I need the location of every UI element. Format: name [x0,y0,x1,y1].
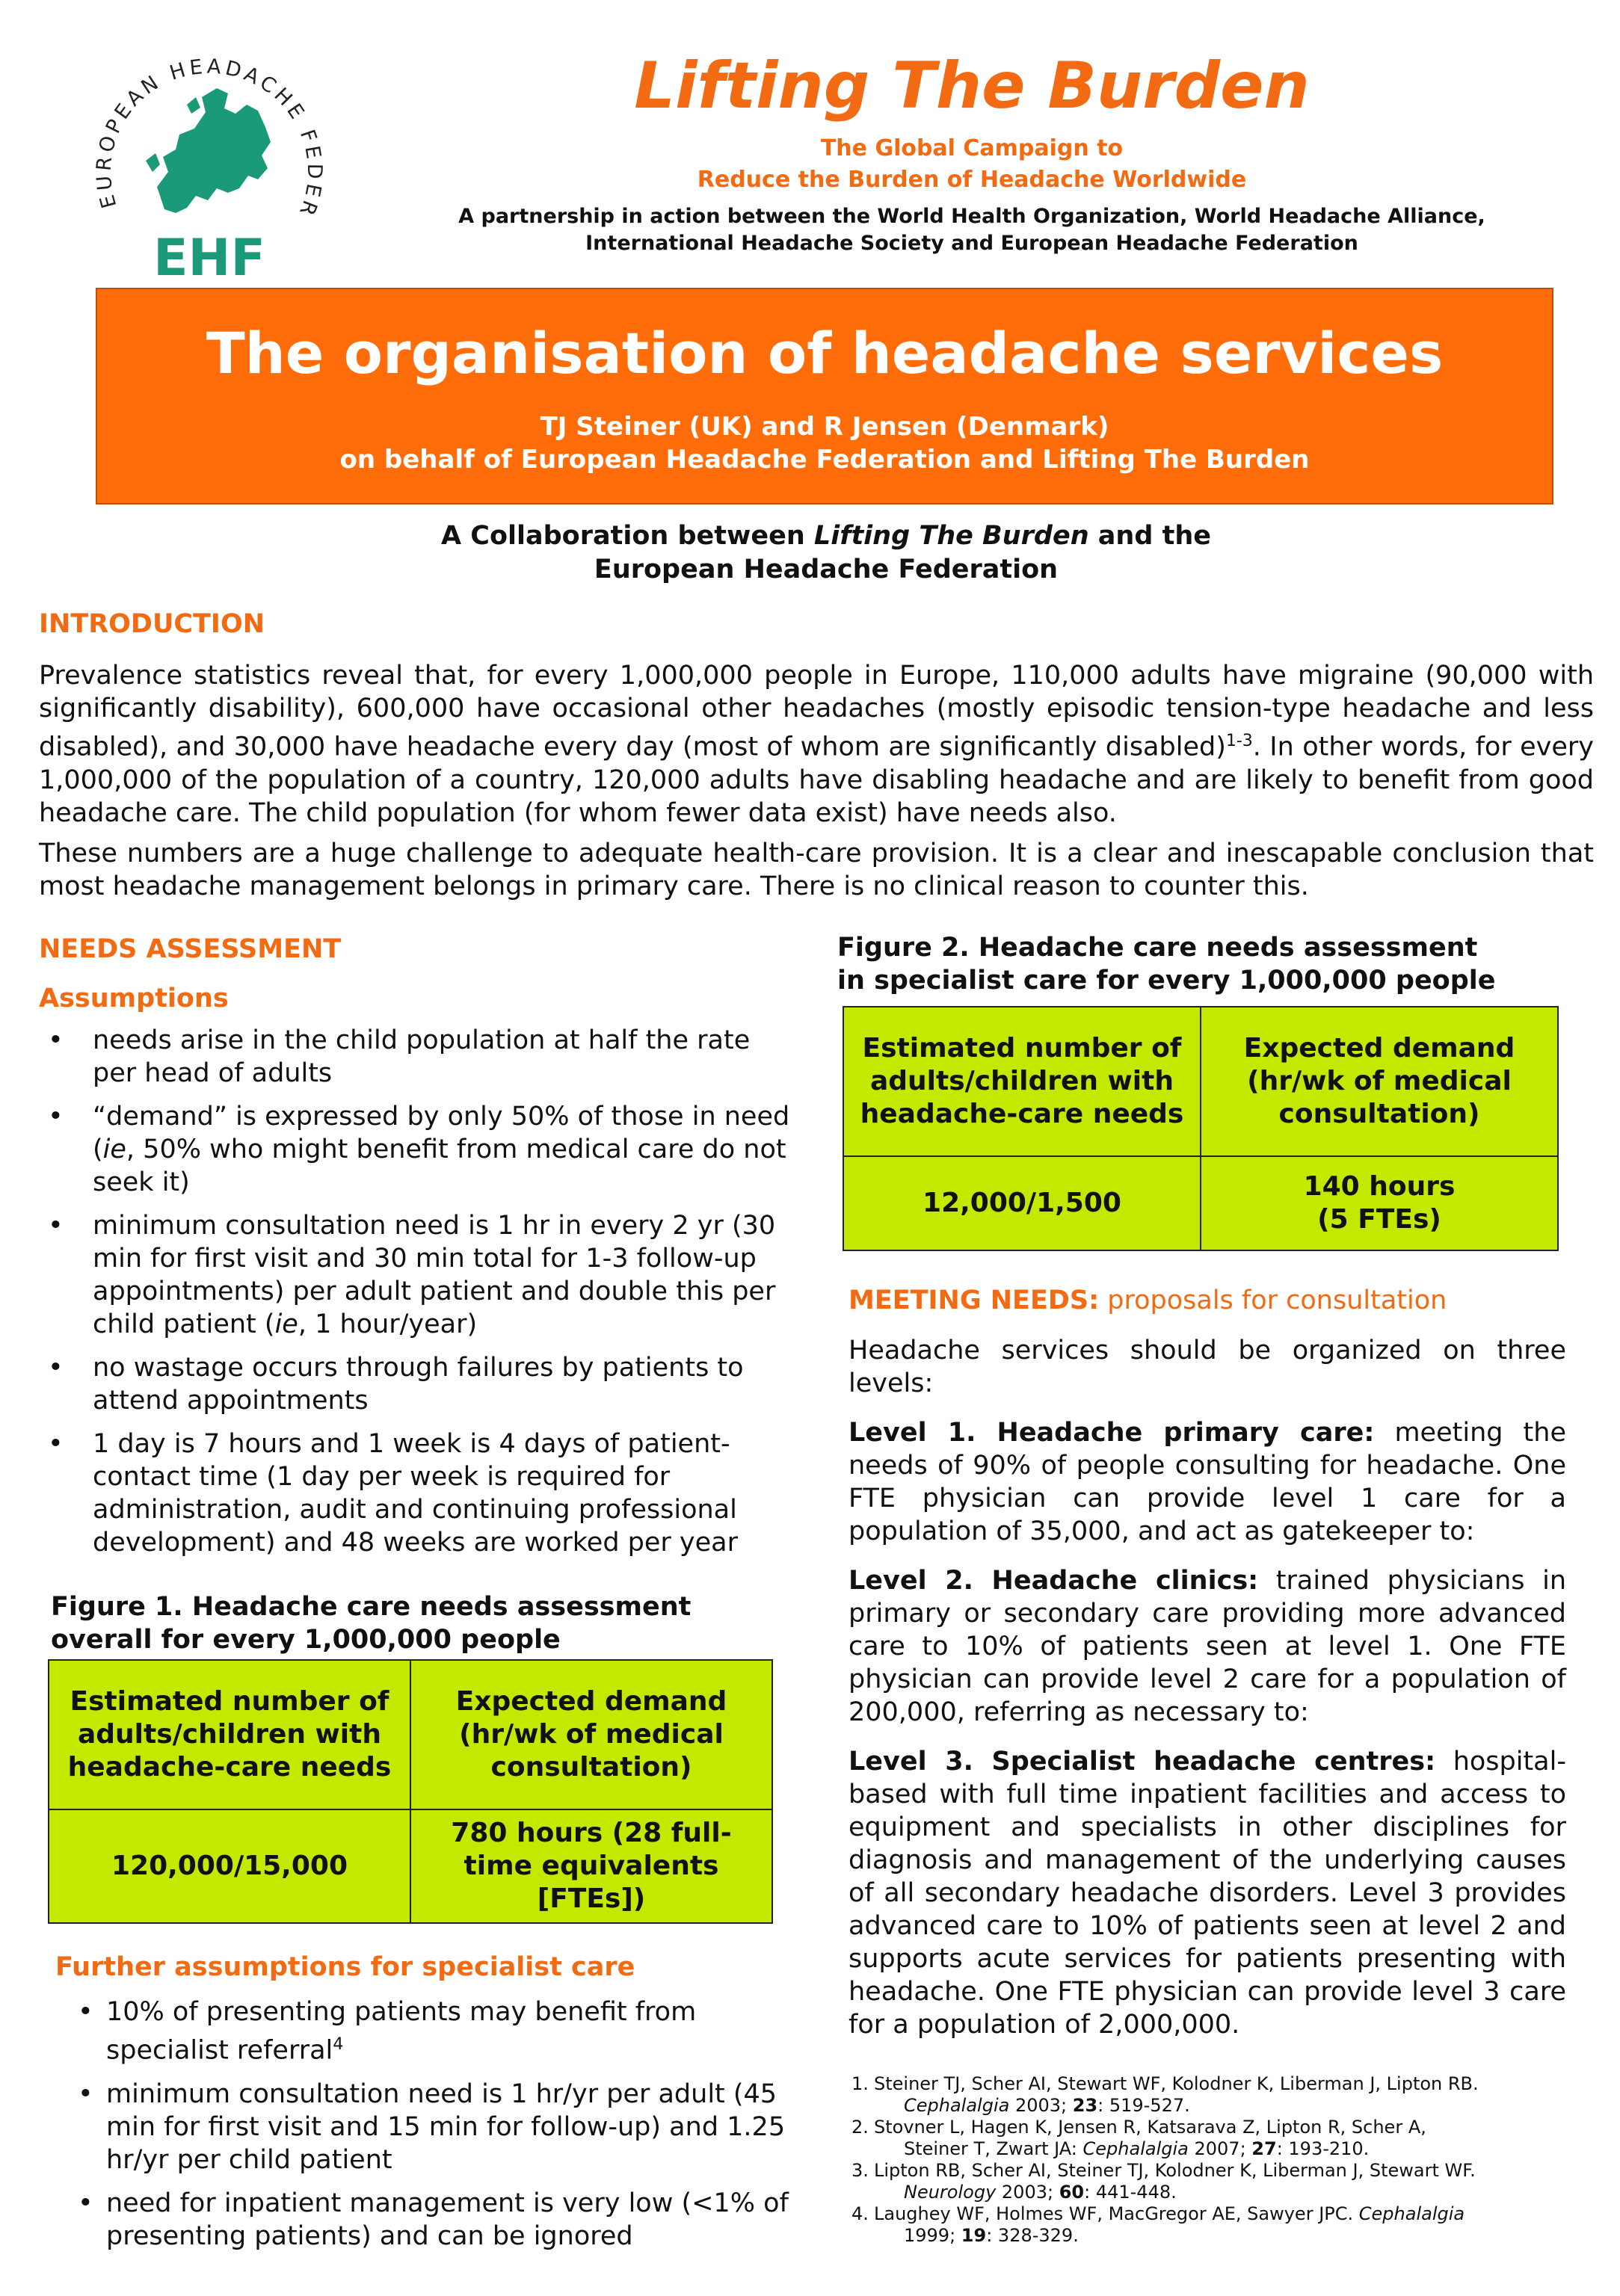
reference-volume: 60 [1059,2182,1085,2203]
table-cell: 120,000/15,000 [49,1809,410,1923]
collaboration-line1 [224,519,1428,553]
europe-map-icon [146,88,271,213]
reference-authors: Lipton RB, Scher AI, Steiner TJ, Kolodner K, Liberman J, Stewart WF. [874,2160,1476,2181]
title-banner [96,288,1553,504]
partnership-line1: A partnership in action between the World Health Organization, World Headache Alliance, [458,205,1485,228]
level-2-paragraph [849,1564,1566,1729]
table-cell [1201,1156,1558,1250]
poster-title: The organisation of headache services [206,320,1444,386]
further-citation: 4 [333,2035,344,2054]
level-2-title: Level 2. Headache clinics: [849,1566,1259,1596]
introduction-paragraph-2: These numbers are a huge challenge to adequate health-care provision. It is a clear and inescapable conclusion that most headache management belongs in primary care. There is no clinical reason to counter this. [39,839,1594,901]
list-item [75,1996,792,2067]
partnership-line2: International Headache Society and European Headache Federation [585,232,1358,255]
poster-authors [97,410,1552,476]
level-2-text: trained physicians in primary or secondary care providing more advanced care to 10% of patients seen at level 1. One FTE physician can provide level 2 care for a population of 200,000, referring as necessary to: [849,1566,1566,1727]
figure-2-table [843,1006,1559,1251]
reference-item [849,2073,1566,2117]
authors-line2: on behalf of European Headache Federation and Lifting The Burden [339,445,1310,475]
bullet-icon: • [78,2188,93,2218]
collab-post: and the [1088,521,1211,551]
table-header-cell: Estimated number of adults/children with headache-care needs [49,1660,410,1809]
intro-p1-a: Prevalence statistics reveal that, for every 1,000,000 people in Europe, 110,000 adults have migraine (90,000 with significantly disability), 600,000 have occasional other headaches (mostly episodic tension-type headache and less disabled), and 30,000 have headache every day (most of whom are significantly disabled) [39,661,1594,762]
reference-authors: Laughey WF, Holmes WF, MacGregor AE, Sawyer JPC. [874,2203,1359,2224]
level-1-text: meeting the needs of 90% of people consulting for headache. One FTE physician can provide level 1 care for a population of 35,000, and act as gatekeeper to: [849,1418,1566,1546]
reference-authors: Steiner TJ, Scher AI, Stewart WF, Kolodner K, Liberman J, Lipton RB. [874,2073,1479,2094]
logo-ring-text: EUROPEAN HEADACHE FEDER [92,55,327,221]
reference-pages: : 441-448. [1084,2182,1177,2203]
further-assumptions-list [75,1996,792,2263]
meeting-intro: Headache services should be organized on three levels: [849,1336,1566,1398]
assumption-italic: ie [102,1135,126,1164]
reference-year: 1999; [904,2225,961,2246]
collaboration-line2: European Headache Federation [594,555,1059,584]
needs-assessment-heading: NEEDS ASSESSMENT [39,934,342,964]
bullet-icon: • [78,1997,93,2027]
list-item [39,1100,794,1199]
assumption-text: 1 day is 7 hours and 1 week is 4 days of patient-contact time (1 day per week is required for administration, audit and continuing professional development) and 48 weeks are worked per year [93,1429,739,1558]
reference-volume: 23 [1072,2095,1098,2116]
bullet-icon: • [48,1211,64,1241]
bullet-icon: • [48,1353,64,1383]
meeting-heading-rest: proposals for consultation [1099,1286,1447,1315]
reference-pages: : 193-210. [1276,2138,1370,2159]
campaign-title: Lifting The Burden [634,49,1310,123]
table-header-cell: Expected demand (hr/wk of medical consultation) [1201,1007,1558,1156]
assumption-text: needs arise in the child population at half the rate per head of adults [93,1025,751,1088]
table-row [843,1156,1558,1250]
bullet-icon: • [78,2079,93,2109]
reference-number: 3. [851,2160,869,2181]
authors-line1: TJ Steiner (UK) and R Jensen (Denmark) [540,412,1109,442]
reference-volume: 27 [1251,2138,1277,2159]
table-header-cell: Expected demand (hr/wk of medical consultation) [410,1660,772,1809]
reference-authors: Stovner L, Hagen K, Jensen R, Katsarava Z, Lipton R, Scher A, [874,2117,1426,2138]
intro-citation: 1-3 [1225,732,1253,750]
reference-journal: Cephalalgia [904,2095,1010,2116]
reference-item [849,2117,1566,2160]
figure-1-caption [51,1590,783,1656]
table-cell-line: 140 hours [1303,1171,1456,1202]
table-header-cell: Estimated number of adults/children with headache-care needs [843,1007,1201,1156]
intro-p1-b: . In other words, for every 1,000,000 of the population of a country, 120,000 adults have disabling headache and are likely to benefit from good headache care. The child population (for whom fewer data exist) have needs also. [39,732,1594,828]
figure-1-table [48,1659,773,1924]
reference-number: 4. [851,2203,869,2224]
meeting-needs-body [849,1334,1566,2058]
table-cell: 12,000/1,500 [843,1156,1201,1250]
collab-italic: Lifting The Burden [813,521,1089,551]
bullet-icon: • [48,1102,64,1132]
list-item [39,1428,794,1559]
assumption-text: no wastage occurs through failures by patients to attend appointments [93,1353,744,1416]
bullet-icon: • [48,1025,64,1055]
campaign-subtitle [523,133,1420,196]
collab-pre: A Collaboration between [441,521,814,551]
level-1-title: Level 1. Headache primary care: [849,1418,1375,1448]
reference-journal: Neurology [904,2182,997,2203]
campaign-subtitle-line1: The Global Campaign to [820,135,1124,161]
collaboration-statement [224,519,1428,587]
reference-pages: : 328-329. [986,2225,1079,2246]
reference-source [874,2138,1566,2160]
reference-year: 2003; [996,2182,1059,2203]
figure-1-caption-line2: overall for every 1,000,000 people [51,1625,561,1655]
reference-journal: Cephalalgia [1358,2203,1465,2224]
list-item [39,1024,794,1090]
reference-authors-cont: Steiner T, Zwart JA: [904,2138,1083,2159]
reference-pages: : 519-527. [1097,2095,1190,2116]
reference-volume: 19 [961,2225,987,2246]
campaign-subtitle-line2: Reduce the Burden of Headache Worldwide [697,167,1247,193]
partnership-statement [374,203,1570,257]
further-assumptions-heading: Further assumptions for specialist care [55,1952,635,1982]
meeting-needs-heading [849,1286,1447,1315]
table-row [49,1809,772,1923]
level-3-text: hospital-based with full time inpatient facilities and access to equipment and specialists in other disciplines for diagnosis and management of the underlying causes of all secondary headache disorders. Level 3 provides advanced care to 10% of patients seen at level 2 and supports acute services for patients presenting with headache. One FTE physician can provide level 3 care for a population of 2,000,000. [849,1747,1566,2040]
assumption-text: , 50% who might benefit from medical care do not seek it) [93,1135,786,1197]
table-cell-line: (5 FTEs) [1317,1204,1441,1235]
reference-number: 2. [851,2117,869,2138]
list-item [75,2078,792,2176]
assumption-text: “demand” is expressed by only 50% of those in need ( [93,1102,790,1164]
assumptions-list [39,1024,794,1570]
ehf-logo-graphic [75,22,344,284]
reference-year: 2003; [1009,2095,1073,2116]
assumption-italic: ie [274,1309,298,1339]
level-3-title: Level 3. Specialist headache centres: [849,1747,1436,1777]
list-item [75,2187,792,2253]
introduction-heading: INTRODUCTION [39,609,265,639]
logo-letters: EHF [153,229,265,284]
reference-source [874,2225,1566,2247]
figure-1-caption-line1: Figure 1. Headache care needs assessment [51,1592,692,1622]
further-text: minimum consultation need is 1 hr/yr per adult (45 min for first visit and 15 min for follow-up) and 1.25 hr/yr per child patient [106,2079,786,2175]
further-text: need for inpatient management is very low (<1% of presenting patients) and can be ignored [106,2188,789,2251]
reference-item [849,2160,1566,2203]
level-3-paragraph [849,1745,1566,2041]
further-text: 10% of presenting patients may benefit from specialist referral [106,1997,697,2066]
reference-source [874,2182,1566,2203]
meeting-heading-bold: MEETING NEEDS: [849,1286,1100,1315]
figure-2-caption-line2: in specialist care for every 1,000,000 people [837,966,1496,996]
ehf-logo [75,22,344,284]
figure-2-caption [837,931,1570,997]
reference-journal: Cephalalgia [1082,2138,1189,2159]
figure-2-caption-line1: Figure 2. Headache care needs assessment [837,933,1478,963]
assumption-text: minimum consultation need is 1 hr in every 2 yr (30 min for first visit and 30 min total for 1-3 follow-up appointments) per adult patient and double this per child patient ( [93,1211,776,1339]
references-list [849,2073,1566,2247]
reference-source [874,2095,1566,2117]
table-row [49,1660,772,1809]
reference-year: 2007; [1188,2138,1252,2159]
introduction-paragraph-1 [39,659,1594,830]
table-row [843,1007,1558,1156]
list-item [39,1351,794,1417]
assumption-text: , 1 hour/year) [298,1309,478,1339]
reference-number: 1. [851,2073,869,2094]
table-cell: 780 hours (28 full-time equivalents [FTEs]) [410,1809,772,1923]
level-1-paragraph [849,1416,1566,1548]
assumptions-heading: Assumptions [39,984,229,1013]
reference-item [849,2203,1566,2247]
list-item [39,1209,794,1341]
bullet-icon: • [48,1429,64,1459]
